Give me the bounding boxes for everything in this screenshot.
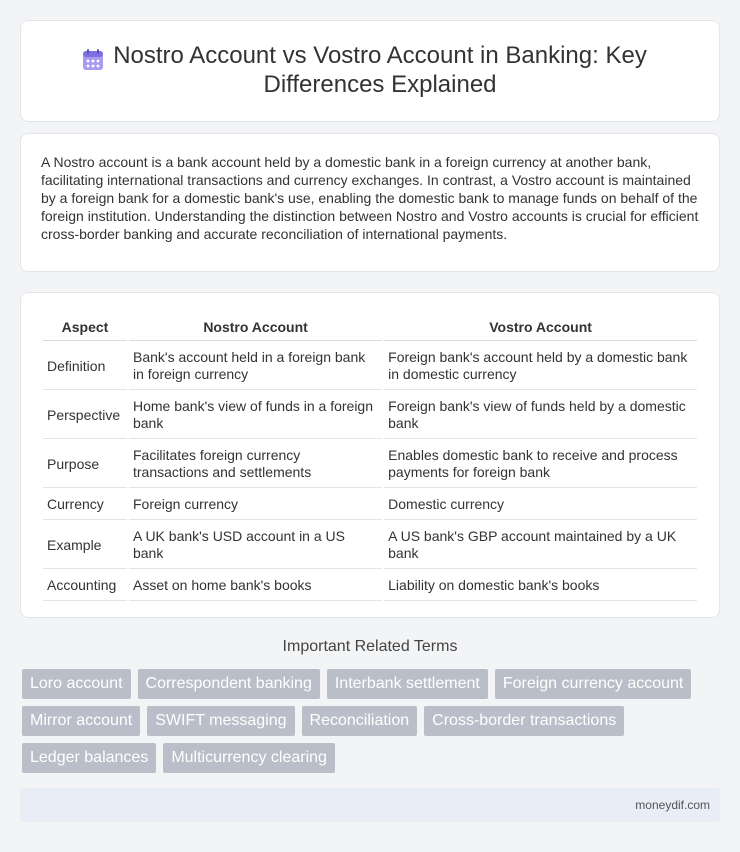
related-term-tag[interactable]: Mirror account bbox=[22, 706, 140, 736]
intro-card bbox=[20, 133, 720, 272]
row-aspect: Example bbox=[43, 522, 127, 569]
table-row bbox=[43, 343, 697, 390]
row-nostro: Foreign currency bbox=[129, 490, 382, 520]
row-aspect: Currency bbox=[43, 490, 127, 520]
row-nostro: A UK bank's USD account in a US bank bbox=[129, 522, 382, 569]
page-title: Nostro Account vs Vostro Account in Banking: Key Differences Explained bbox=[113, 42, 647, 98]
footer bbox=[20, 788, 720, 822]
related-term-tag[interactable]: Multicurrency clearing bbox=[163, 743, 335, 773]
row-vostro: Foreign bank's view of funds held by a domestic bank bbox=[384, 392, 697, 439]
comparison-table bbox=[41, 313, 699, 603]
row-aspect: Definition bbox=[43, 343, 127, 390]
related-term-tag[interactable]: Cross-border transactions bbox=[424, 706, 624, 736]
related-term-tag[interactable]: Correspondent banking bbox=[138, 669, 320, 699]
row-aspect: Accounting bbox=[43, 571, 127, 601]
header-aspect: Aspect bbox=[43, 315, 127, 341]
table-row bbox=[43, 490, 697, 520]
row-aspect: Purpose bbox=[43, 441, 127, 488]
related-terms-title: Important Related Terms bbox=[282, 638, 458, 655]
footer-site[interactable]: moneydif.com bbox=[635, 798, 710, 812]
row-nostro: Facilitates foreign currency transactions and settlements bbox=[129, 441, 382, 488]
row-vostro: Foreign bank's account held by a domestic bank in domestic currency bbox=[384, 343, 697, 390]
intro-paragraph: A Nostro account is a bank account held by a domestic bank in a foreign currency at another bank, facilitating international transactions and currency exchanges. In contrast, a Vostro account is maintained by a foreign bank for a domestic bank's use, enabling the domestic bank to manage funds on behalf of the foreign institution. Understanding the distinction between Nostro and Vostro accounts is crucial for efficient cross-border banking and accurate reconciliation of international payments. bbox=[41, 154, 699, 242]
related-term-tag[interactable]: Foreign currency account bbox=[495, 669, 692, 699]
related-term-tag[interactable]: Reconciliation bbox=[302, 706, 418, 736]
row-vostro: A US bank's GBP account maintained by a UK bank bbox=[384, 522, 697, 569]
row-nostro: Home bank's view of funds in a foreign bank bbox=[129, 392, 382, 439]
row-vostro: Liability on domestic bank's books bbox=[384, 571, 697, 601]
row-nostro: Bank's account held in a foreign bank in foreign currency bbox=[129, 343, 382, 390]
row-nostro: Asset on home bank's books bbox=[129, 571, 382, 601]
related-term-tag[interactable]: SWIFT messaging bbox=[147, 706, 294, 736]
table-row bbox=[43, 522, 697, 569]
row-vostro: Enables domestic bank to receive and process payments for foreign bank bbox=[384, 441, 697, 488]
related-term-tag[interactable]: Interbank settlement bbox=[327, 669, 488, 699]
title-card bbox=[20, 20, 720, 122]
table-row bbox=[43, 441, 697, 488]
row-aspect: Perspective bbox=[43, 392, 127, 439]
related-term-tag[interactable]: Loro account bbox=[22, 669, 131, 699]
comparison-card bbox=[20, 292, 720, 618]
related-term-tag[interactable]: Ledger balances bbox=[22, 743, 156, 773]
table-row bbox=[43, 392, 697, 439]
related-terms-list bbox=[22, 669, 722, 773]
table-header-row bbox=[43, 315, 697, 341]
table-row bbox=[43, 571, 697, 601]
row-vostro: Domestic currency bbox=[384, 490, 697, 520]
header-nostro: Nostro Account bbox=[129, 315, 382, 341]
header-vostro: Vostro Account bbox=[384, 315, 697, 341]
